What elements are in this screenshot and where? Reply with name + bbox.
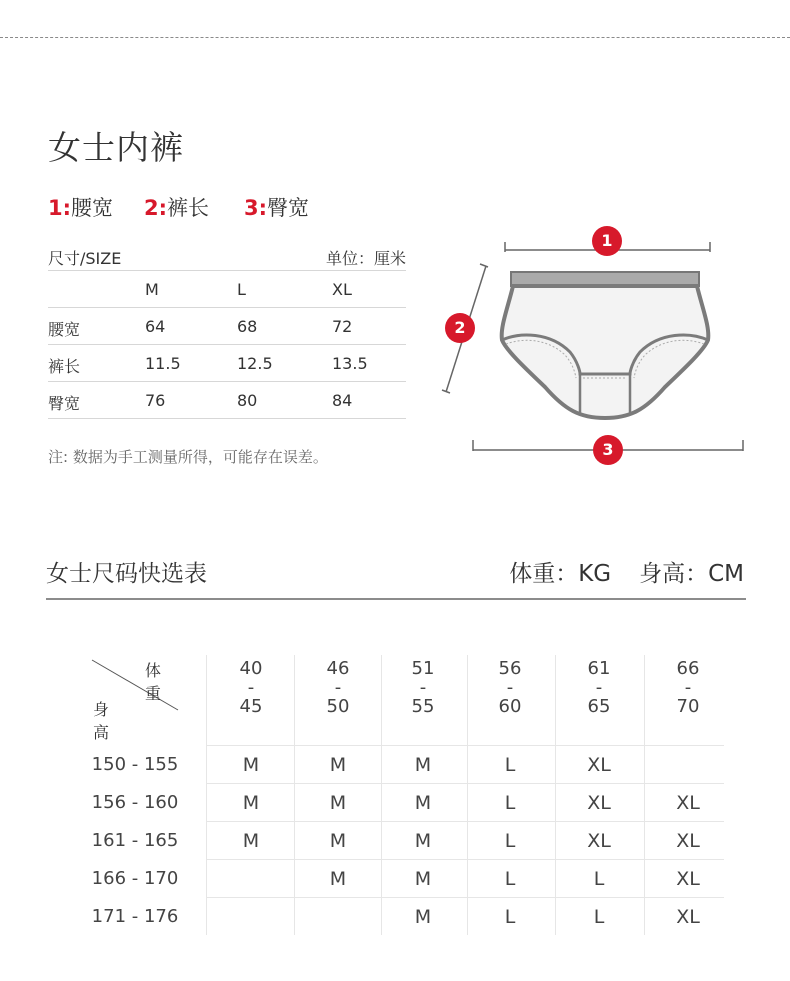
weight-range-from: 61	[587, 658, 611, 679]
height-range-label: 156 - 160	[91, 792, 179, 813]
weight-range-header	[480, 659, 540, 716]
column-divider	[467, 655, 468, 935]
weight-range-to: 70	[676, 696, 700, 717]
size-cell: L	[593, 868, 605, 890]
column-divider	[381, 655, 382, 935]
legend-item-length	[144, 192, 209, 222]
size-cell: M	[242, 830, 260, 852]
row-divider	[206, 897, 724, 898]
size-cell: XL	[587, 792, 611, 814]
weight-range-header	[308, 659, 368, 716]
cell: 80	[237, 391, 258, 410]
size-cell: L	[593, 906, 605, 928]
legend-label: 臀宽	[267, 196, 310, 220]
section-divider	[46, 598, 746, 600]
weight-range-to: 65	[587, 696, 611, 717]
column-divider	[644, 655, 645, 935]
column-header: XL	[332, 280, 352, 299]
size-cell: M	[414, 906, 432, 928]
weight-range-from: 56	[498, 658, 522, 679]
cell: 11.5	[145, 354, 181, 373]
cell: 72	[332, 317, 353, 336]
marker-3-icon: 3	[593, 435, 623, 465]
height-unit: 身高：CM	[639, 561, 744, 587]
weight-range-header	[569, 659, 629, 716]
height-range-label: 150 - 155	[91, 754, 179, 775]
column-divider	[206, 655, 207, 935]
row-divider	[206, 745, 724, 746]
quick-select-title: 女士尺码快选表	[46, 561, 207, 587]
size-cell: XL	[676, 792, 700, 814]
corner-weight-label: 体重	[145, 661, 162, 703]
legend-label: 裤长	[167, 196, 210, 220]
size-cell: M	[414, 754, 432, 776]
column-header: L	[237, 280, 246, 299]
row-label: 臀宽	[48, 394, 81, 413]
size-cell: XL	[676, 906, 700, 928]
size-cell: M	[242, 754, 260, 776]
weight-range-from: 46	[326, 658, 350, 679]
size-cell: XL	[676, 830, 700, 852]
row-label: 腰宽	[48, 320, 81, 339]
cell: 84	[332, 391, 353, 410]
size-cell: M	[329, 792, 347, 814]
underwear-diagram	[440, 222, 750, 467]
legend-item-waist	[48, 192, 113, 222]
column-divider	[294, 655, 295, 935]
size-table-column-row	[48, 270, 406, 307]
weight-range-to: 55	[411, 696, 435, 717]
weight-range-header	[393, 659, 453, 716]
row-divider	[206, 783, 724, 784]
size-cell: M	[414, 792, 432, 814]
weight-unit: 体重：KG	[509, 561, 612, 587]
size-cell: L	[504, 754, 516, 776]
column-divider	[555, 655, 556, 935]
size-cell: M	[329, 830, 347, 852]
cell: 68	[237, 317, 258, 336]
weight-range-sep: -	[247, 677, 255, 698]
row-label: 裤长	[48, 357, 81, 376]
cell: 64	[145, 317, 166, 336]
size-table	[48, 242, 406, 419]
size-cell: M	[329, 754, 347, 776]
size-cell: L	[504, 906, 516, 928]
size-table-header	[48, 242, 406, 270]
top-dashed-divider	[0, 37, 790, 38]
table-row	[48, 344, 406, 381]
weight-range-sep: -	[684, 677, 692, 698]
cell: 13.5	[332, 354, 368, 373]
weight-range-header	[221, 659, 281, 716]
size-cell: M	[414, 830, 432, 852]
size-cell: M	[329, 868, 347, 890]
height-range-label: 161 - 165	[91, 830, 179, 851]
size-cell: M	[242, 792, 260, 814]
weight-range-from: 51	[411, 658, 435, 679]
size-cell: XL	[587, 754, 611, 776]
size-cell: L	[504, 792, 516, 814]
size-cell: L	[504, 830, 516, 852]
table-row	[48, 307, 406, 344]
marker-2-icon: 2	[445, 313, 475, 343]
size-cell: L	[504, 868, 516, 890]
column-header: M	[145, 280, 159, 299]
page-title: 女士内裤	[48, 128, 184, 167]
size-cell: M	[414, 868, 432, 890]
weight-range-sep: -	[506, 677, 514, 698]
legend-label: 腰宽	[71, 196, 114, 220]
weight-range-sep: -	[334, 677, 342, 698]
legend-num: 3:	[244, 196, 268, 220]
size-label: 尺寸/SIZE	[48, 249, 122, 268]
height-range-label: 171 - 176	[91, 906, 179, 927]
legend-num: 1:	[48, 196, 72, 220]
unit-label: 单位：厘米	[325, 249, 406, 268]
height-range-label: 166 - 170	[91, 868, 179, 889]
legend-num: 2:	[144, 196, 168, 220]
weight-range-to: 60	[498, 696, 522, 717]
measurement-note: 注: 数据为手工测量所得，可能存在误差。	[48, 448, 328, 466]
weight-range-sep: -	[595, 677, 603, 698]
weight-range-header	[658, 659, 718, 716]
cell: 76	[145, 391, 166, 410]
corner-height-label: 身高	[93, 700, 110, 742]
size-cell: XL	[676, 868, 700, 890]
legend-item-hip	[244, 192, 309, 222]
weight-range-to: 45	[239, 696, 263, 717]
weight-range-from: 66	[676, 658, 700, 679]
quick-select-units	[481, 555, 744, 588]
table-row	[48, 381, 406, 419]
row-divider	[206, 821, 724, 822]
row-divider	[206, 859, 724, 860]
weight-range-to: 50	[326, 696, 350, 717]
weight-range-sep: -	[419, 677, 427, 698]
weight-range-from: 40	[239, 658, 263, 679]
underwear-illustration	[440, 222, 750, 467]
marker-1-icon: 1	[592, 226, 622, 256]
cell: 12.5	[237, 354, 273, 373]
size-cell: XL	[587, 830, 611, 852]
